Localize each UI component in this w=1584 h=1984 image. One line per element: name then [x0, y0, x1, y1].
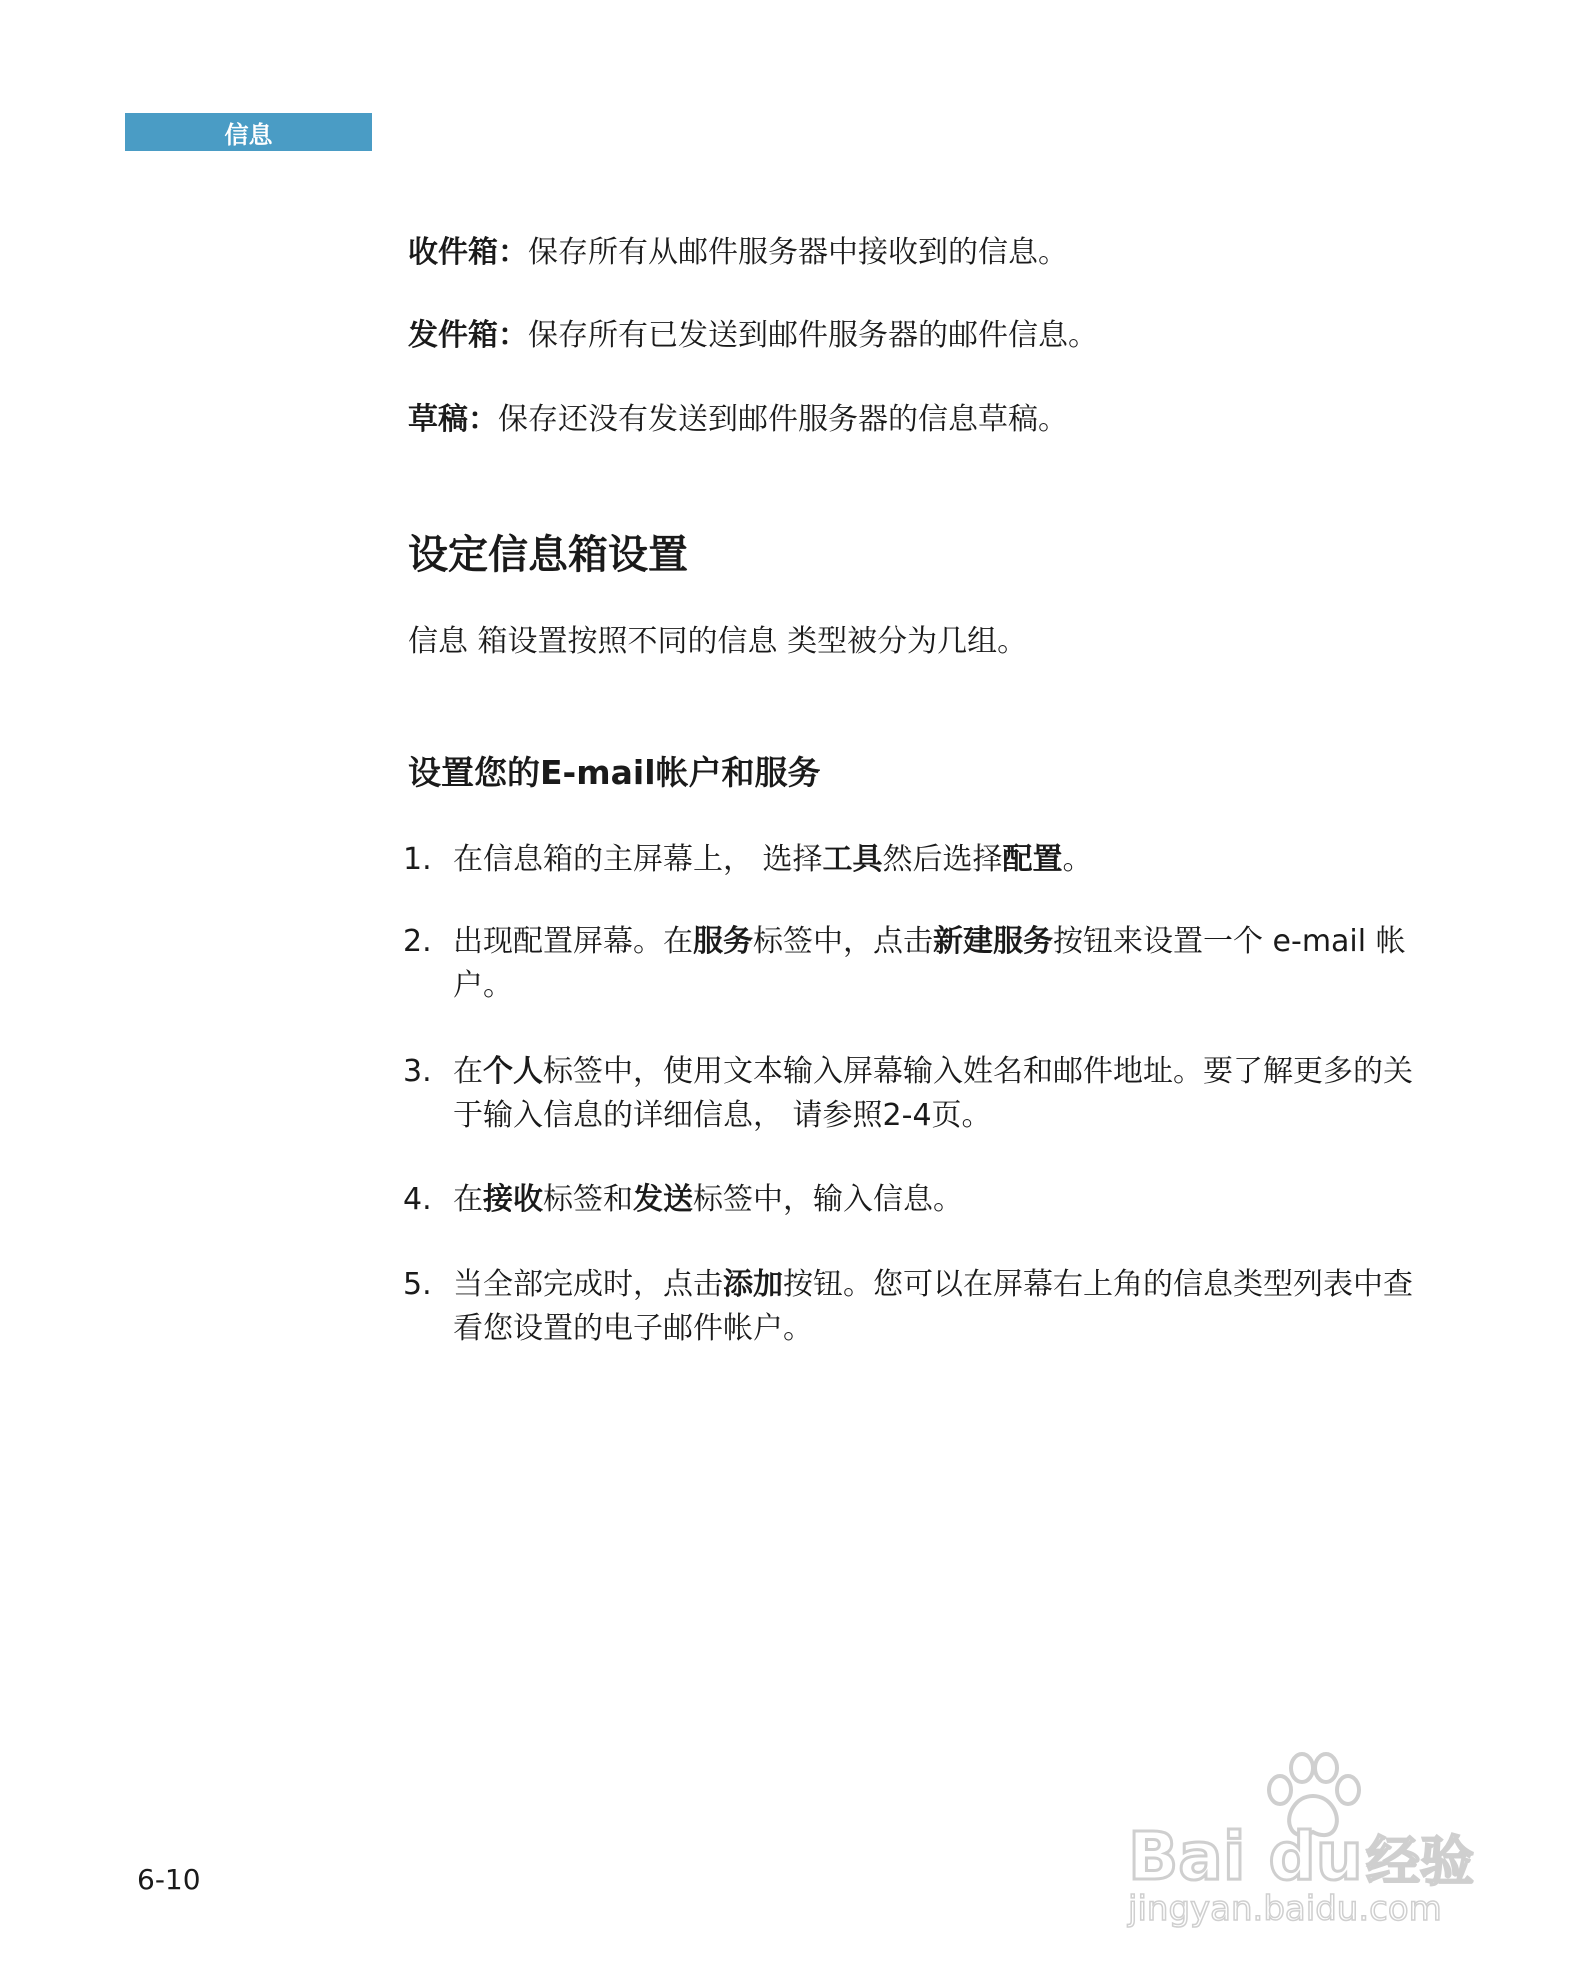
ui-term-service: 服务: [693, 924, 753, 959]
step-5: [403, 1263, 1413, 1351]
definition-separator: ：: [498, 235, 528, 270]
step-text: 在信息箱的主屏幕上， 选择工具然后选择配置。: [453, 842, 1093, 877]
step-text: 在接收标签和发送标签中，输入信息。: [453, 1182, 963, 1217]
baidu-watermark: [1128, 1752, 1508, 1928]
page-number: 6-10: [137, 1863, 201, 1896]
definition-drafts: [408, 400, 1068, 440]
section-tab: 信息: [125, 113, 372, 151]
step-4: [403, 1178, 1413, 1222]
ui-term-add: 添加: [723, 1267, 783, 1302]
ui-term-config: 配置: [1002, 842, 1063, 877]
ui-term-new-service: 新建服务: [933, 924, 1053, 959]
step-3: [403, 1050, 1413, 1138]
ui-term-send: 发送: [633, 1182, 693, 1217]
definition-term: 草稿: [408, 402, 468, 437]
step-2: [403, 920, 1413, 1008]
ui-term-personal: 个人: [483, 1054, 543, 1089]
watermark-brand: Bai du: [1128, 1818, 1363, 1895]
section-intro: 信息 箱设置按照不同的信息 类型被分为几组。: [408, 624, 1028, 659]
step-number: 4.: [403, 1182, 432, 1217]
definition-outbox: [408, 316, 1098, 356]
step-number: 5.: [403, 1267, 432, 1302]
definition-separator: ：: [498, 318, 528, 353]
step-number: 2.: [403, 924, 432, 959]
step-number: 1.: [403, 842, 432, 877]
definition-term: 发件箱: [408, 318, 498, 353]
definition-term: 收件箱: [408, 235, 498, 270]
step-1: [403, 838, 1413, 882]
step-text: 在个人标签中，使用文本输入屏幕输入姓名和邮件地址。要了解更多的关于输入信息的详细信息， 请参照2-4页。: [453, 1054, 1413, 1133]
definition-inbox: [408, 233, 1068, 273]
watermark-url: jingyan.baidu.com: [1128, 1889, 1442, 1929]
ui-term-receive: 接收: [483, 1182, 543, 1217]
definition-desc: 保存还没有发送到邮件服务器的信息草稿。: [498, 402, 1068, 437]
subsection-title: 设置您的E-mail帐户和服务: [408, 753, 821, 792]
ui-term-tools: 工具: [822, 842, 883, 877]
definition-separator: ：: [468, 402, 498, 437]
step-text: 出现配置屏幕。在服务标签中，点击新建服务按钮来设置一个 e-mail 帐户。: [453, 924, 1406, 1003]
step-number: 3.: [403, 1054, 432, 1089]
definition-desc: 保存所有已发送到邮件服务器的邮件信息。: [528, 318, 1098, 353]
step-text: 当全部完成时，点击添加按钮。您可以在屏幕右上角的信息类型列表中查看您设置的电子邮件帐户。: [453, 1267, 1413, 1346]
definition-desc: 保存所有从邮件服务器中接收到的信息。: [528, 235, 1068, 270]
watermark-cn: 经验: [1366, 1830, 1474, 1893]
section-title: 设定信息箱设置: [408, 532, 688, 578]
